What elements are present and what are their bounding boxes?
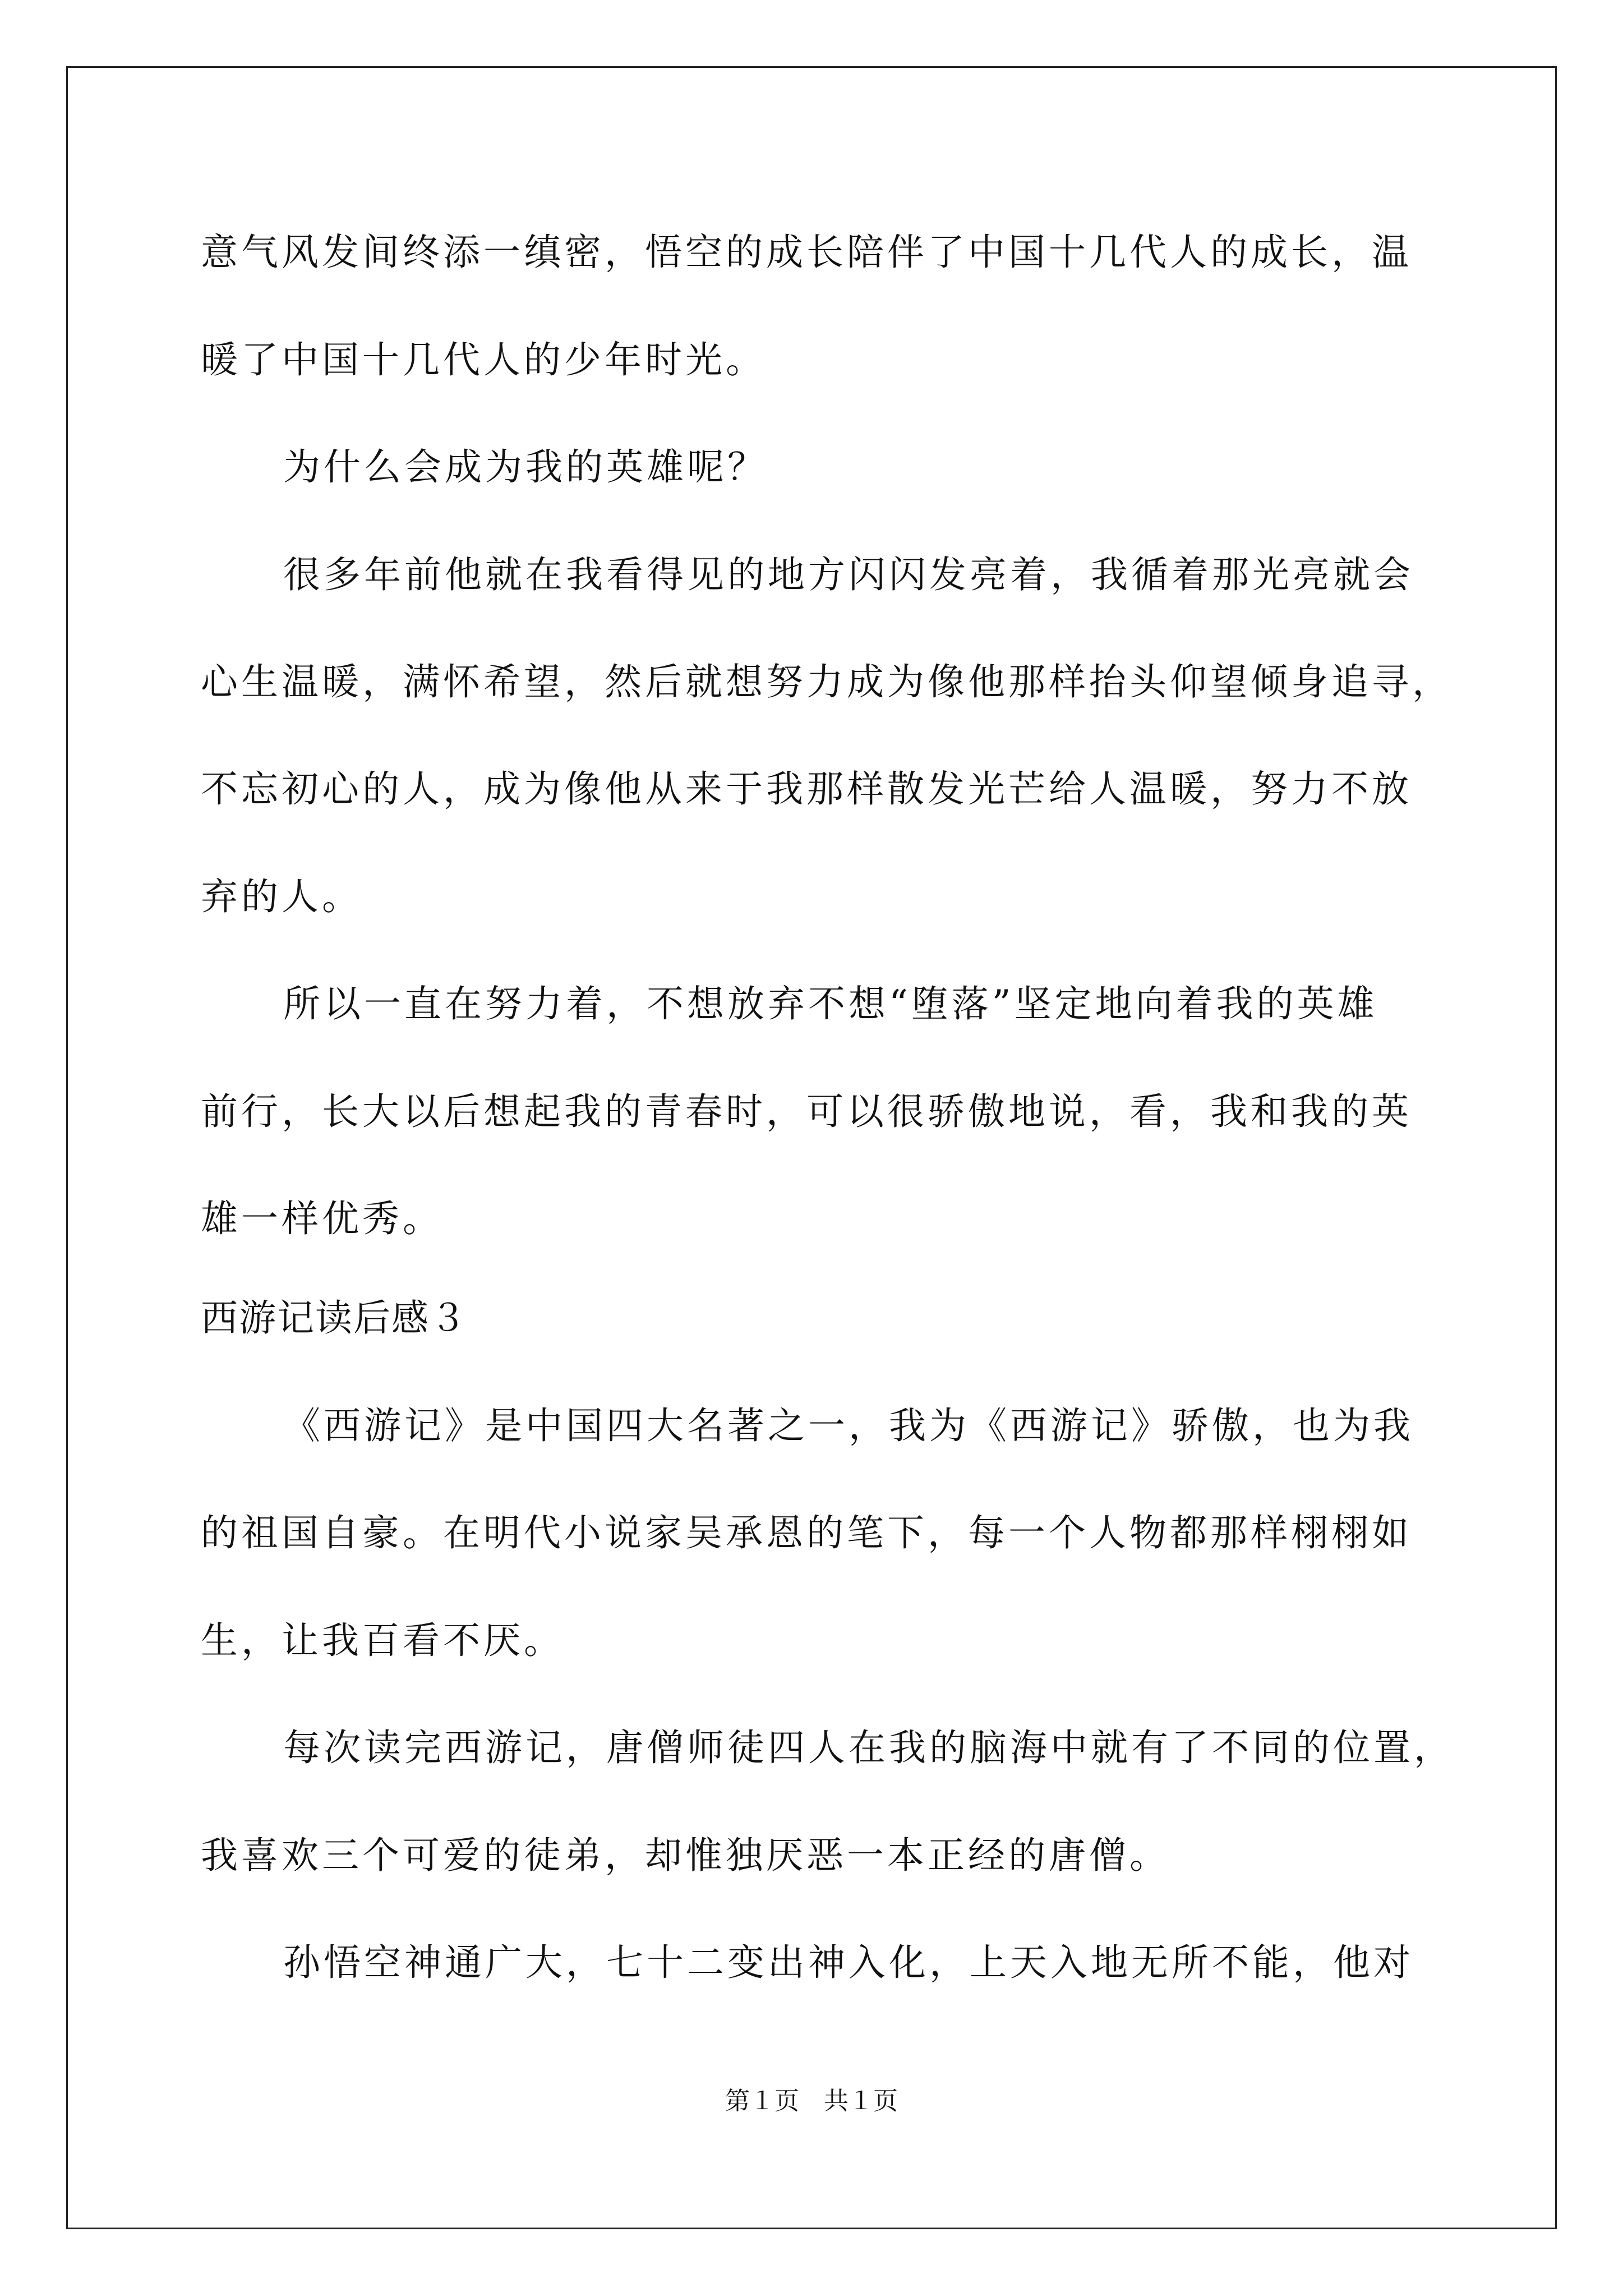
text-line: 心生温暖，满怀希望，然后就想努力成为像他那样抬头仰望倾身追寻， bbox=[201, 660, 1453, 703]
text-line: 雄一样优秀。 bbox=[201, 1197, 443, 1240]
text-line: 为什么会成为我的英雄呢？ bbox=[283, 445, 768, 489]
text-line: 的祖国自豪。在明代小说家吴承恩的笔下，每一个人物都那样栩栩如 bbox=[201, 1511, 1412, 1554]
text-line: 不忘初心的人，成为像他从来于我那样散发光芒给人温暖，努力不放 bbox=[201, 767, 1412, 811]
text-line: 《西游记》是中国四大名著之一，我为《西游记》骄傲，也为我 bbox=[283, 1404, 1414, 1447]
text-line: 前行，长大以后想起我的青春时，可以很骄傲地说，看，我和我的英 bbox=[201, 1090, 1412, 1133]
text-line: 孙悟空神通广大，七十二变出神入化，上天入地无所不能，他对 bbox=[283, 1941, 1414, 1984]
section-heading: 西游记读后感３ bbox=[201, 1296, 468, 1340]
text-line: 弃的人。 bbox=[201, 875, 362, 918]
text-line: 我喜欢三个可爱的徒弟，却惟独厌恶一本正经的唐僧。 bbox=[201, 1834, 1170, 1877]
text-line: 每次读完西游记，唐僧师徒四人在我的脑海中就有了不同的位置， bbox=[283, 1726, 1454, 1769]
text-line: 生，让我百看不厌。 bbox=[201, 1619, 564, 1662]
page-border bbox=[66, 66, 1557, 2229]
text-line: 意气风发间终添一缜密，悟空的成长陪伴了中国十几代人的成长，温 bbox=[201, 231, 1412, 274]
page-footer: 第１页 共１页 bbox=[725, 2087, 898, 2115]
text-line: 暖了中国十几代人的少年时光。 bbox=[201, 338, 766, 381]
text-line: 很多年前他就在我看得见的地方闪闪发亮着，我循着那光亮就会 bbox=[283, 553, 1414, 596]
text-line: 所以一直在努力着，不想放弃不想“堕落”坚定地向着我的英雄 bbox=[283, 982, 1378, 1025]
